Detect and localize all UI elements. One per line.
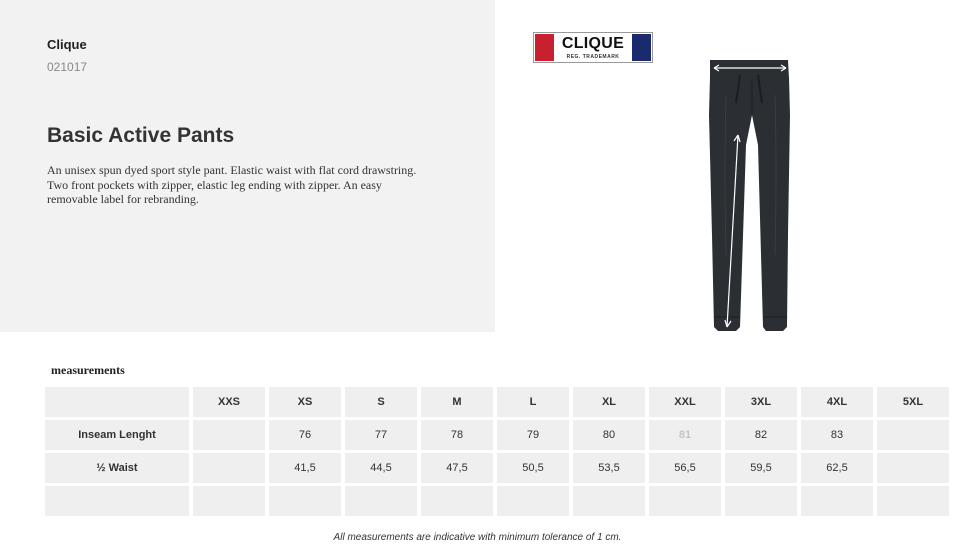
table-cell: 79 <box>497 420 569 450</box>
table-cell <box>269 486 341 516</box>
size-header: XXL <box>649 387 721 417</box>
half-waist-row <box>45 453 949 483</box>
table-cell <box>193 453 265 483</box>
size-header-row <box>45 387 949 417</box>
table-cell <box>877 420 949 450</box>
size-header: XXS <box>193 387 265 417</box>
measurements-heading: measurements <box>51 363 125 377</box>
logo-tagline: REG. TRADEMARK <box>566 54 620 60</box>
clique-logo <box>533 32 653 63</box>
table-cell <box>877 453 949 483</box>
logo-red-block <box>535 34 554 61</box>
size-chart-table <box>41 384 953 519</box>
table-cell <box>649 486 721 516</box>
header-corner-cell <box>45 387 189 417</box>
size-header: S <box>345 387 417 417</box>
size-header: 5XL <box>877 387 949 417</box>
table-cell <box>421 486 493 516</box>
table-cell <box>573 486 645 516</box>
table-cell: 41,5 <box>269 453 341 483</box>
size-header: L <box>497 387 569 417</box>
logo-wordmark: CLIQUE <box>561 35 625 52</box>
size-header: 3XL <box>725 387 797 417</box>
article-number: 021017 <box>47 60 88 74</box>
size-header: 4XL <box>801 387 873 417</box>
table-cell: 56,5 <box>649 453 721 483</box>
table-cell: 47,5 <box>421 453 493 483</box>
row-label: ½ Waist <box>45 453 189 483</box>
product-description: An unisex spun dyed sport style pant. Elastic waist with flat cord drawstring. Two front pockets with zipper, elastic leg ending with zipper. An easy removable label for rebranding. <box>47 163 417 206</box>
size-header: XL <box>573 387 645 417</box>
table-cell: 50,5 <box>497 453 569 483</box>
table-cell: 44,5 <box>345 453 417 483</box>
table-cell: 62,5 <box>801 453 873 483</box>
table-cell: 80 <box>573 420 645 450</box>
empty-row <box>45 486 949 516</box>
row-label: Inseam Lenght <box>45 420 189 450</box>
table-cell: 82 <box>725 420 797 450</box>
size-header: XS <box>269 387 341 417</box>
brand-name: Clique <box>47 37 87 52</box>
table-cell <box>193 420 265 450</box>
pants-illustration-icon <box>700 55 800 335</box>
table-cell: 53,5 <box>573 453 645 483</box>
product-title: Basic Active Pants <box>47 124 235 147</box>
size-header: M <box>421 387 493 417</box>
table-cell <box>801 486 873 516</box>
table-cell: 83 <box>801 420 873 450</box>
table-cell <box>725 486 797 516</box>
table-cell <box>193 486 265 516</box>
table-cell <box>345 486 417 516</box>
inseam-row <box>45 420 949 450</box>
table-cell: 76 <box>269 420 341 450</box>
product-info-panel <box>0 0 495 332</box>
table-cell: 77 <box>345 420 417 450</box>
measurement-footnote: All measurements are indicative with minimum tolerance of 1 cm. <box>333 532 622 543</box>
table-cell-faded: 81 <box>649 420 721 450</box>
table-cell <box>877 486 949 516</box>
table-cell: 78 <box>421 420 493 450</box>
row-label <box>45 486 189 516</box>
table-cell <box>497 486 569 516</box>
logo-blue-block <box>632 34 651 61</box>
table-cell: 59,5 <box>725 453 797 483</box>
